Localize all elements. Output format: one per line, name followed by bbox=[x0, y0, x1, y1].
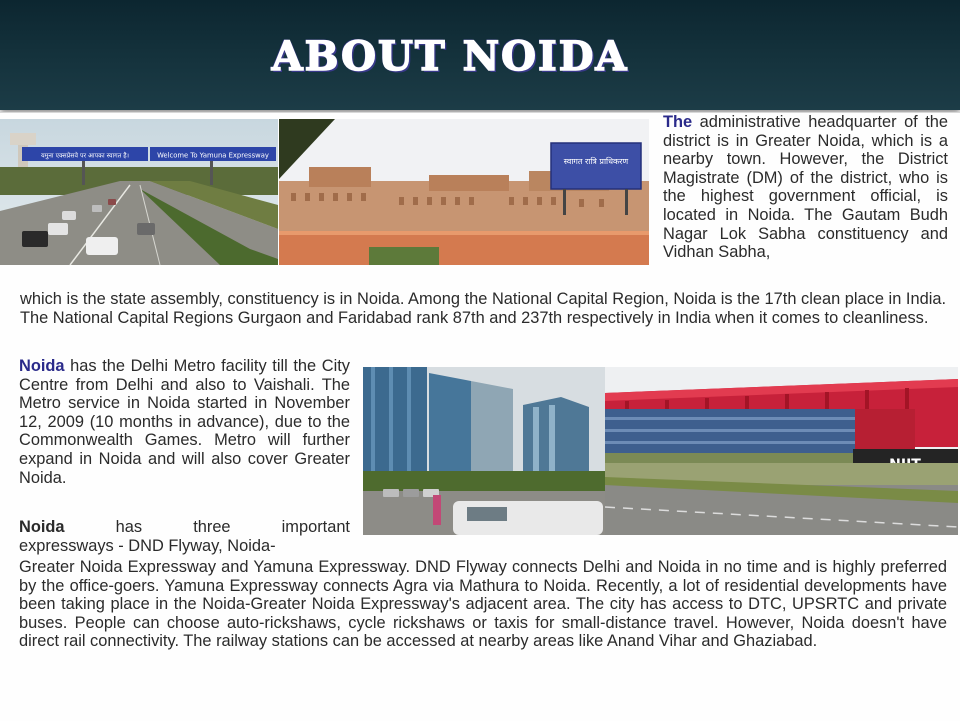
metro-text: has the Delhi Metro facility till the City Centre from Delhi and also to Vaishali. The Metro service in Noida started in November 12, 2009 (10 months in advance), due to the Commonwealth Games. Metro will further expand in Noida and will also cover Greater Noida. bbox=[19, 357, 350, 487]
office-towers-photo bbox=[363, 367, 605, 535]
expressway-photo bbox=[0, 119, 278, 265]
sign-english: Welcome To Yamuna Expressway bbox=[157, 151, 269, 160]
expressways-paragraph-start bbox=[19, 518, 350, 555]
sign-hindi: यमुना एक्सप्रेसवे पर आपका स्वागत है। bbox=[40, 152, 130, 160]
expressways-paragraph: Greater Noida Expressway and Yamuna Expressway. DND Flyway connects Delhi and Noida in no time and is highly preferred by the office-goers. Yamuna Expressway connects Agra via Mathura to Noida. Recently, a lot of residential developments have been taking place in the Noida-Greater Noida Expressway's adjacent area. The city has access to DTC, UPSRTC and private buses. People can choose auto-rickshaws, cycle rickshaws or taxis for small-distance travel. However, Noida doesn't have direct rail connectivity. The railway stations can be accessed at nearby areas like Anand Vihar and Ghaziabad. bbox=[19, 558, 947, 651]
campus-building-photo bbox=[605, 367, 958, 535]
slide-title: ABOUT NOIDA bbox=[271, 33, 629, 80]
billboard-text: स्वागत रात्रि प्राधिकरण bbox=[563, 157, 629, 166]
expressways-line-1-text: has three important bbox=[64, 518, 350, 536]
paragraph-lead-noida-2: Noida bbox=[19, 518, 65, 536]
admin-building-photo bbox=[279, 119, 649, 265]
expressways-line-1 bbox=[19, 518, 350, 537]
metro-paragraph bbox=[19, 357, 350, 487]
admin-hq-paragraph bbox=[663, 113, 948, 262]
title-bar bbox=[0, 0, 960, 110]
slide-body bbox=[0, 112, 960, 721]
cleanliness-paragraph: which is the state assembly, constituency is in Noida. Among the National Capital Region, Noida is the 17th clean place in India. The National Capital Regions Gurgaon and Faridabad rank 87th and 237th respectively in India when it comes to cleanliness. bbox=[20, 290, 946, 327]
paragraph-lead-noida: Noida bbox=[19, 357, 65, 375]
paragraph-lead-the: The bbox=[663, 113, 693, 131]
expressways-line-2: expressways - DND Flyway, Noida- bbox=[19, 536, 276, 555]
admin-hq-text: administrative headquarter of the district is in Greater Noida, which is a nearby town. However, the District Magistrate (DM) of the district, who is the highest government official, is located in Noida. The Gautam Budh Nagar Lok Sabha constituency and Vidhan Sabha, bbox=[663, 113, 948, 262]
